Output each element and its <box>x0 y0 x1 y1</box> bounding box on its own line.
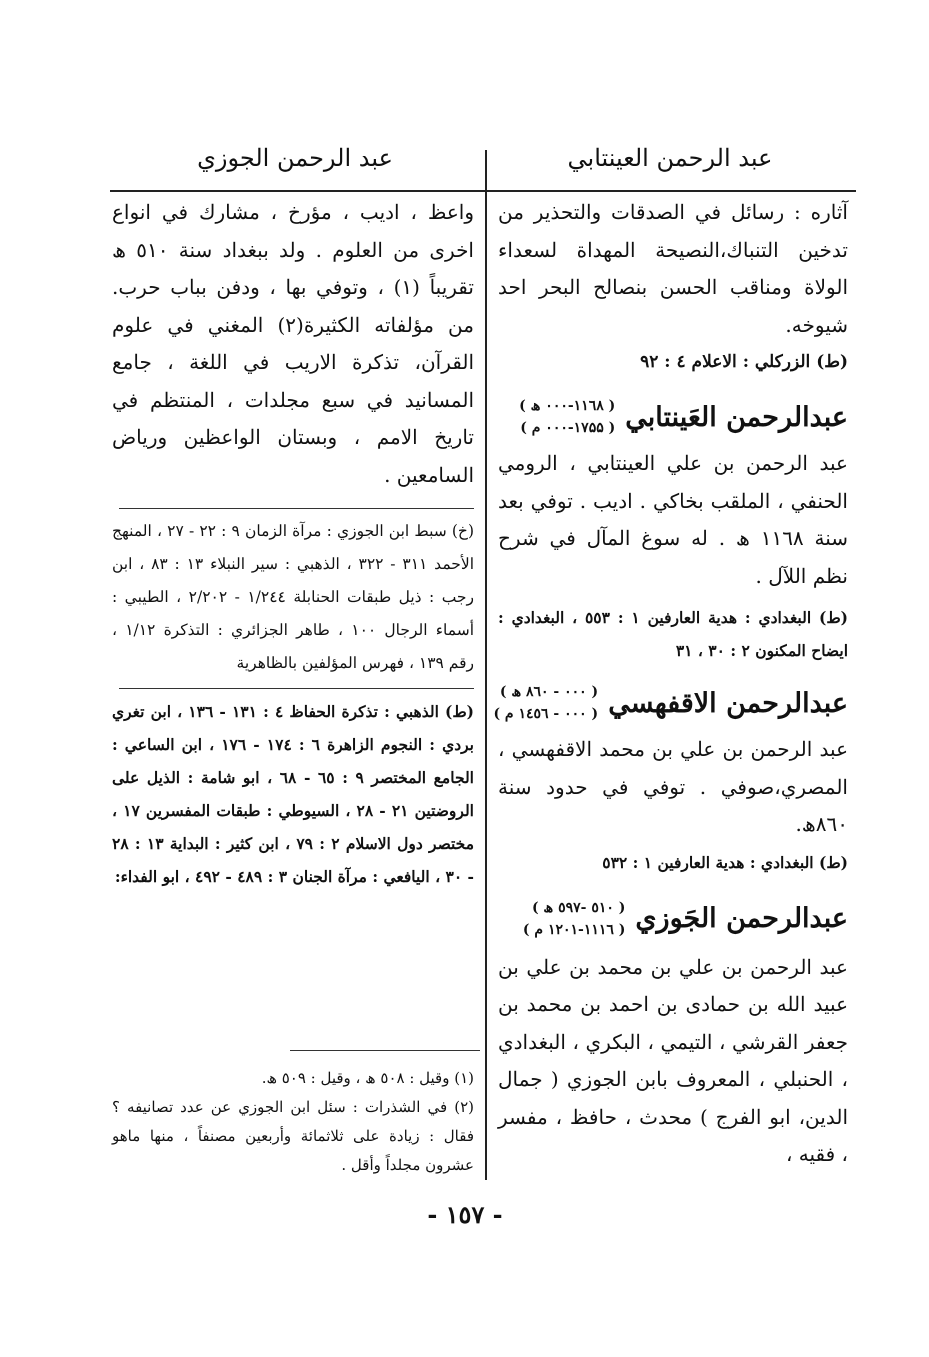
right-column <box>493 194 849 1174</box>
running-header-right: عبد الرحمن العينتابي <box>567 144 773 172</box>
running-header-left: عبد الرحمن الجوزي <box>197 144 393 172</box>
header-rule <box>110 190 856 192</box>
entry-title-jawzi <box>498 897 848 941</box>
entry-title-aqfahsi <box>493 681 848 725</box>
continued-body: واعظ ، اديب ، مؤرخ ، مشارك في انواع اخرى من العلوم . ولد ببغداد سنة ٥۱۰ ھ تقريباً (۱) ، وتوفي بها ، ودفن بباب حرب. من مؤلفاته الكثيرة(۲) المغني في علوم القرآن، تذكرة الاريب في اللغة ، جامع المسانيد في سبع مجلدات ، المنتظم في تاريخ الامم ، وبستان الواعظين ورياض السامعين . <box>112 200 474 487</box>
column-divider <box>485 150 487 1180</box>
entry-name: عبدالرحمن العَينتابي <box>625 401 848 433</box>
date-hijri: ( ۰۰۰ - ۸٦۰ ھ ) <box>499 684 599 700</box>
date-hijri: ( ٥۱۰ -٥۹۷ ھ ) <box>531 899 626 916</box>
intro-text: آثاره : رسائل في الصدقات والتحذير من تدخين التنباك،النصيحة المهداة لسعداء الولاة ومناقب الحسن بنصالح البحر احد شيوخه. <box>498 200 848 337</box>
footnote-2: (۲) في الشذرات : سئل ابن الجوزي عن عدد تصانيفه ؟ فقال : زيادة على ثلاثمائة وأربعين مصنفاً ، منها ماهو عشرون مجلداً وأقل . <box>112 1098 474 1174</box>
page-number: - ۱٥۷ - <box>427 1200 503 1229</box>
sources-manuscript: (خ) سبط ابن الجوزي : مرآة الزمان ۹ : ۲۲ - ۲۷ ، المنهج الأحمد ۳۱۱ - ۳۲۲ ، الذهبي : سير النبلاء ۱۳ : ۸۳ ، ابن رجب : ذيل طبقات الحنابلة ۱/۲٤٤ - ۲/۲۰۲ ، الطيبي : أسماء الرجال ۱۰۰ ، طاهر الجزائري : التذكرة ۱/۱۲ ، رقم ۱۳۹ ، فهرس المؤلفين بالظاهرية <box>112 522 475 672</box>
entry-dates <box>519 395 615 439</box>
left-column <box>112 194 474 893</box>
footnote-1: (۱) وقيل : ٥۰۸ ھ ، وقيل : ٥۰۹ ھ. <box>261 1069 474 1087</box>
entry-body: عبد الرحمن بن علي العينتابي ، الرومي الحنفي ، الملقب بخاكي . اديب . توفي بعد سنة ۱۱٦۸ ھ . له سوغ المآل في شرح نظم اللآل . <box>498 451 849 588</box>
date-hijri: ( ۰۰۰-۱۱٦۸ ھ ) <box>519 398 616 414</box>
source-rule <box>119 508 474 509</box>
entry-title-aintabi <box>498 395 848 439</box>
entry-body: عبد الرحمن بن علي بن محمد بن علي بن عبيد الله بن حمادى بن احمد بن محمد بن جعفر القرشي ، التيمي ، البكري ، البغدادي ، الحنبلي ، المعروف بابن الجوزي ( جمال الدين، ابو الفرج ) محدث ، حافظ ، مفسر ، فقيه ، <box>498 954 848 1166</box>
entry-dates <box>523 897 626 941</box>
entry-sources: (ط) البغدادي : هدية العارفين ۱ : ٥٥۳ ، البغدادي : ايضاح المكنون ۲ : ۳۰ ، ۳۱ <box>498 608 848 660</box>
entry-name: عبدالرحمن الجَوزي <box>635 903 848 934</box>
source-rule <box>119 688 474 689</box>
date-gregorian: ( ۰۰۰-۱۷۵۵ م ) <box>520 420 616 436</box>
entry-sources: (ط) البغدادي : هدية العارفين ۱ : ٥۳۲ <box>602 852 848 872</box>
footnotes <box>112 1064 474 1180</box>
entry-body: عبد الرحمن بن علي بن محمد الاقفهسي ، المصري،صوفي . توفي في حدود سنة ۸٦۰ھ. <box>498 737 848 836</box>
footnote-rule <box>290 1050 480 1051</box>
date-gregorian: ( ۱۱۱٦-۱۲۰۱ م ) <box>522 921 626 938</box>
entry-dates <box>493 681 598 725</box>
date-gregorian: ( ۰۰۰ - ۱٤٥٦ م ) <box>493 706 599 722</box>
entry-name: عبدالرحمن الاقفهسي <box>608 687 848 719</box>
intro-source: (ط) الزركلي : الاعلام ٤ : ٩٢ <box>640 352 848 372</box>
sources-printed: (ط) الذهبي : تذكرة الحفاظ ٤ : ۱۳۱ - ۱۳٦ ، ابن تغري بردي : النجوم الزاهرة ٦ : ۱۷٤ - ۱۷٦ ، ابن الساعي : الجامع المختصر ۹ : ٦٥ - ٦۸ ، ابو شامة : الذيل على الروضتين ۲۱ - ۲۸ ، السيوطي : طبقات المفسرين ۱۷ ، مختصر دول الاسلام ۲ : ۷۹ ، ابن كثير : البداية ۱۳ : ۲۸ - ۳۰ ، اليافعي : مرآة الجنان ۳ : ٤۸۹ - ٤۹۲ ، ابو الفداء: <box>112 702 475 886</box>
